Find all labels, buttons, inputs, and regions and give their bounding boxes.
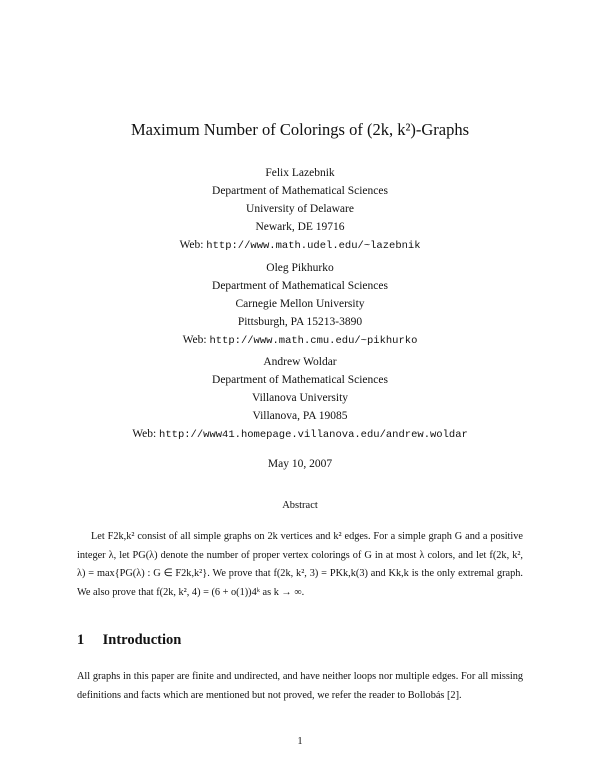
author-department: Department of Mathematical Sciences	[212, 280, 388, 292]
paper-date: May 10, 2007	[267, 458, 333, 470]
page-number: 1	[297, 736, 303, 747]
intro-paragraph: All graphs in this paper are finite and undirected, and have neither loops nor multiple edges. For all missing definitions and facts which are mentioned but not proved, we refer the reader to Bollobás [2].	[77, 671, 523, 701]
section-heading	[77, 632, 181, 649]
author-web	[0, 333, 600, 349]
web-label: Web:	[182, 334, 207, 346]
author-block	[0, 355, 600, 443]
author-web	[0, 427, 600, 443]
web-link[interactable]: http://www.math.udel.edu/~lazebnik	[206, 240, 421, 252]
author-department: Department of Mathematical Sciences	[212, 374, 388, 386]
web-link[interactable]: http://www41.homepage.villanova.edu/andrew.woldar	[159, 429, 468, 441]
author-name: Felix Lazebnik	[265, 167, 335, 179]
author-name: Oleg Pikhurko	[266, 262, 334, 274]
section-number: 1	[77, 632, 85, 648]
abstract-heading: Abstract	[282, 500, 318, 511]
section-title: Introduction	[102, 632, 182, 648]
author-block	[0, 261, 600, 349]
web-label: Web:	[179, 239, 204, 251]
author-location: Pittsburgh, PA 15213-3890	[237, 316, 363, 328]
web-link[interactable]: http://www.math.cmu.edu/~pikhurko	[209, 335, 418, 347]
author-location: Newark, DE 19716	[255, 221, 345, 233]
author-location: Villanova, PA 19085	[252, 410, 348, 422]
author-university: Villanova University	[251, 392, 349, 404]
paper-title: Maximum Number of Colorings of (2k, k²)-Graphs	[130, 120, 470, 139]
web-label: Web:	[132, 428, 157, 440]
author-web	[0, 238, 600, 254]
author-block	[0, 166, 600, 254]
author-department: Department of Mathematical Sciences	[212, 185, 388, 197]
author-university: Carnegie Mellon University	[235, 298, 365, 310]
abstract-body: Let F2k,k² consist of all simple graphs on 2k vertices and k² edges. For a simple graph G and a positive integer λ, let PG(λ) denote the number of proper vertex colorings of G in at most λ colors, and let f(2k, k², λ) = max{PG(λ) : G ∈ F2k,k²}. We prove that f(2k, k², 3) = PKk,k(3) and Kk,k is the only extremal graph. We also prove that f(2k, k², 4) = (6 + o(1))4ᵏ as k → ∞.	[77, 531, 523, 598]
author-university: University of Delaware	[246, 203, 354, 215]
author-name: Andrew Woldar	[263, 356, 337, 368]
